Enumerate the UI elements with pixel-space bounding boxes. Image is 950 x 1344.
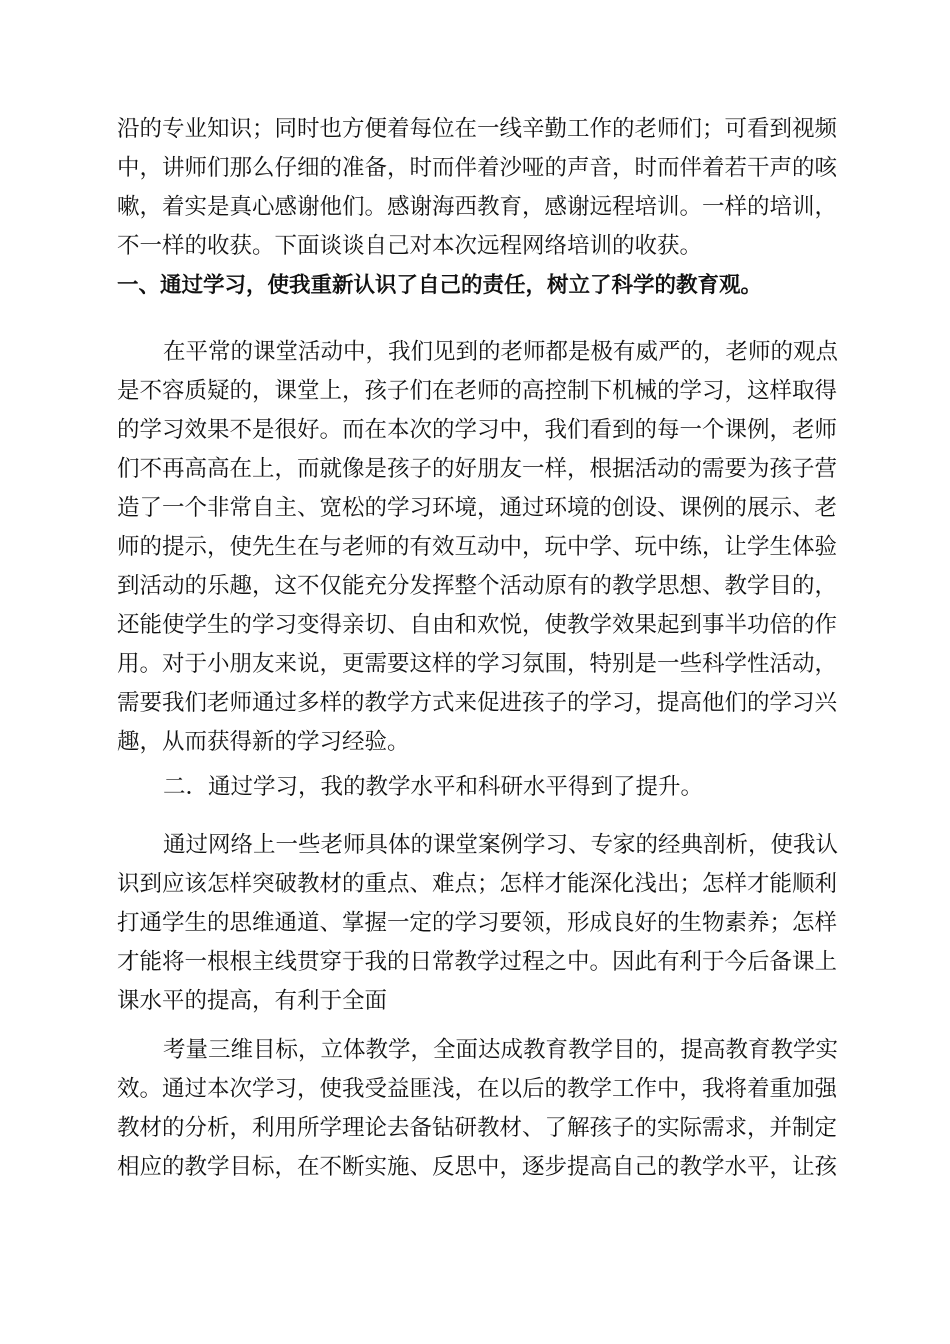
text-line: 相应的教学目标，在不断实施、反思中，逐步提高自己的教学水平，让孩 [117, 1154, 838, 1180]
intro-paragraph [117, 110, 837, 266]
text-line: 不一样的收获。下面谈谈自己对本次远程网络培训的收获。 [117, 233, 703, 259]
text-line: 教材的分析，利用所学理论去备钻研教材、了解孩子的实际需求，并制定 [117, 1115, 838, 1141]
text-line: 中，讲师们那么仔细的准备，时而伴着沙哑的声音，时而伴着若干声的咳 [117, 155, 838, 181]
section-2-paragraph [117, 826, 837, 1021]
text-line: 的学习效果不是很好。而在本次的学习中，我们看到的每一个课例，老师 [117, 417, 838, 443]
text-line: 才能将一根根主线贯穿于我的日常教学过程之中。因此有利于今后备课上 [117, 949, 838, 975]
text-line: 造了一个非常自主、宽松的学习环境，通过环境的创设、课例的展示、老 [117, 495, 838, 521]
text-line: 需要我们老师通过多样的教学方式来促进孩子的学习，提高他们的学习兴 [117, 690, 838, 716]
text-line: 打通学生的思维通道、掌握一定的学习要领，形成良好的生物素养；怎样 [117, 910, 838, 936]
text-line: 趣，从而获得新的学习经验。 [117, 729, 410, 755]
section-heading-2 [117, 768, 837, 807]
text-line: 通过网络上一些老师具体的课堂案例学习、专家的经典剖析，使我认 [163, 832, 839, 858]
text-line: 是不容质疑的，课堂上，孩子们在老师的高控制下机械的学习，这样取得 [117, 378, 838, 404]
text-line: 嗽，着实是真心感谢他们。感谢海西教育，感谢远程培训。一样的培训， [117, 194, 838, 220]
section-heading-1 [117, 266, 837, 305]
text-line: 效。通过本次学习，使我受益匪浅，在以后的教学工作中，我将着重加强 [117, 1076, 838, 1102]
heading-text: 二．通过学习，我的教学水平和科研水平得到了提升。 [163, 774, 704, 800]
section-1-paragraph [117, 333, 837, 762]
text-line: 们不再高高在上，而就像是孩子的好朋友一样，根据活动的需要为孩子营 [117, 456, 838, 482]
text-line: 还能使学生的学习变得亲切、自由和欢悦，使教学效果起到事半功倍的作 [117, 612, 838, 638]
text-line: 识到应该怎样突破教材的重点、难点；怎样才能深化浅出；怎样才能顺利 [117, 871, 838, 897]
text-line: 考量三维目标，立体教学，全面达成教育教学目的，提高教育教学实 [163, 1037, 839, 1063]
text-line: 用。对于小朋友来说，更需要这样的学习氛围，特别是一些科学性活动， [117, 651, 838, 677]
text-line: 沿的专业知识；同时也方便着每位在一线辛勤工作的老师们；可看到视频 [117, 116, 838, 142]
text-line: 在平常的课堂活动中，我们见到的老师都是极有威严的，老师的观点 [163, 339, 839, 365]
text-line: 到活动的乐趣，这不仅能充分发挥整个活动原有的教学思想、教学目的， [117, 573, 838, 599]
text-line: 师的提示，使先生在与老师的有效互动中，玩中学、玩中练，让学生体验 [117, 534, 838, 560]
text-line: 课水平的提高，有利于全面 [117, 988, 388, 1014]
heading-text: 一、通过学习，使我重新认识了自己的责任，树立了科学的教育观。 [117, 273, 763, 298]
section-2-continued-paragraph [117, 1031, 837, 1187]
